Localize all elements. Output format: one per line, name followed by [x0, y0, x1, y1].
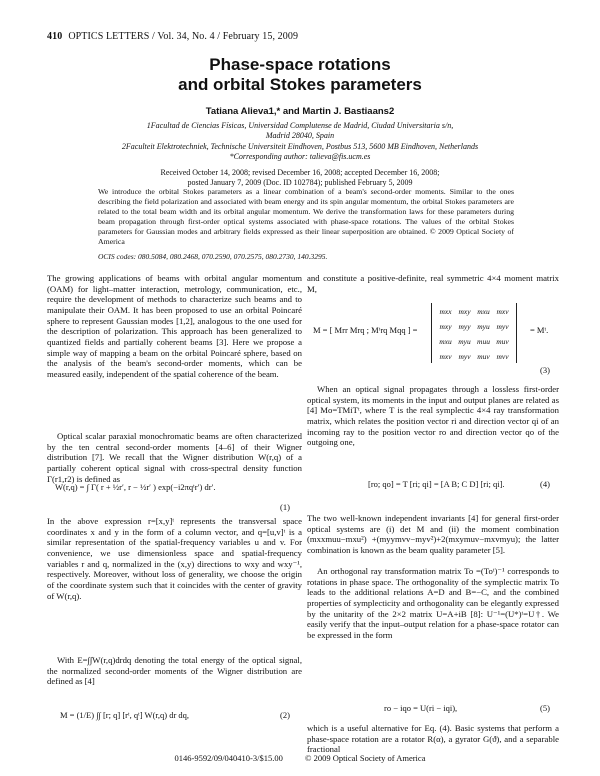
left-column-para-2: [47, 431, 302, 484]
right-column-para-1: [307, 273, 559, 294]
affiliation-2: 2Faculteit Elektrotechniek, Technische Universiteit Eindhoven, Postbus 513, 5600 MB Eindhoven, Netherlands: [121, 142, 479, 151]
page-footer: [0, 753, 600, 763]
footer-copyright: © 2009 Optical Society of America: [305, 753, 426, 763]
moment-matrix-cell: myu: [458, 337, 471, 346]
left-para-3-text: In the above expression r=[x,y]ᵗ represents the transversal space coordinates x and y in the form of a column vector, and q=[u,v]ᵗ is a similar representation of the spatial-frequency variables u and v. For convenience, we use dimensionless space and spatial-frequency variables r and q, normalized in the (x,y) directions to wxy and wxy⁻¹, respectively. Moreover, without loss of generality, we choose the origin of the coordinate system such that it coincides with the center of gravity of W(r,q).: [47, 516, 302, 601]
equation-1: W(r,q) = ∫ Γ( r + ½r′, r − ½r′ ) exp(−i2πqᵗr′) dr′.: [55, 482, 216, 492]
moment-matrix-cell: mxv: [439, 352, 452, 361]
moment-matrix-cell: muu: [477, 337, 490, 346]
moment-matrix-cell: muv: [477, 352, 490, 361]
equation-1-number: (1): [280, 502, 290, 512]
ocis-codes: OCIS codes: 080.5084, 080.2468, 070.2590, 070.2575, 080.2730, 140.3295.: [98, 252, 328, 261]
journal-citation: OPTICS LETTERS / Vol. 34, No. 4 / February 15, 2009: [68, 31, 299, 42]
equation-3-number: (3): [540, 365, 550, 375]
moment-matrix-cell: mxu: [439, 337, 452, 346]
equation-4: [ro; qo] = T [ri; qi] = [A B; C D] [ri; qi].: [368, 479, 505, 489]
right-para-3-text: The two well-known independent invariants [4] for general first-order optical systems are (i) det M and (ii) the moment combination (mxxmuu−mxu²) +(myymvv−myv²)+2(mxymuv−mxvmyu); the latter combination is known as the beam quality parameter [5].: [307, 513, 559, 555]
equation-4-number: (4): [540, 479, 550, 489]
moment-matrix-cell: mxu: [477, 307, 490, 316]
right-para-2-text: When an optical signal propagates through a lossless first-order optical system, its moments in the input and output planes are related as [4] Mo=TMiTᵗ, where T is the real symplectic 4×4 ray transformation matrix, which relates the position vector ri and direction vector qi of an incoming ray to the position vector ro and direction vector qo of the outgoing one,: [307, 384, 559, 448]
equation-2-number: (2): [280, 710, 290, 720]
moment-matrix-row: [436, 318, 512, 333]
moment-matrix-cell: myy: [458, 322, 471, 331]
left-column-para-4: [47, 655, 302, 687]
left-column-para-1: [47, 273, 302, 380]
left-para-4-text: With E=∫∫W(r,q)drdq denoting the total energy of the optical signal, the normalized second-order moments of the Wigner distribution are defined as [4]: [47, 655, 302, 687]
received-dates: [0, 168, 600, 188]
moment-matrix-row: [436, 348, 512, 363]
right-para-5-text: which is a useful alternative for Eq. (4). Basic systems that perform a phase-space rotation are a rotator R(α), a gyrator G(ϑ), and a separable fractional: [307, 723, 559, 755]
right-column-para-4: [307, 566, 559, 641]
equation-5: ro − iqo = U(ri − iqi),: [384, 703, 458, 713]
left-para-2-text: Optical scalar paraxial monochromatic beams are often characterized by the ten central second-order moments [4–6] of their Wigner distribution [7]. We recall that the Wigner distribution W(r,q) of a partially coherent optical signal with cross-spectral density function Γ(r1,r2) is defined as: [47, 431, 302, 484]
moment-matrix-cell: muv: [496, 337, 509, 346]
right-column-para-2: [307, 384, 559, 448]
affiliation-1-line-1: 1Facultad de Ciencias Físicas, Universidad Complutense de Madrid, Ciudad Universitaria s/n,: [146, 121, 454, 130]
moment-matrix-cell: mxv: [496, 307, 509, 316]
moment-matrix-cell: mxy: [458, 307, 471, 316]
moment-matrix: [431, 303, 517, 364]
right-para-1-text: and constitute a positive-definite, real symmetric 4×4 moment matrix M,: [307, 273, 559, 294]
moment-matrix-row: [436, 303, 512, 318]
equation-2: M = (1/E) ∫∫ [r; q] [rᵗ, qᵗ] W(r,q) dr dq,: [60, 710, 190, 720]
moment-matrix-cell: mxy: [439, 322, 452, 331]
moment-matrix-cell: myv: [496, 322, 509, 331]
title-line-2: and orbital Stokes parameters: [178, 75, 422, 94]
corresponding-author: *Corresponding author: talieva@fis.ucm.es: [229, 152, 371, 161]
received-line-2: posted January 7, 2009 (Doc. ID 102784); published February 5, 2009: [187, 178, 413, 187]
right-column-para-3: [307, 513, 559, 556]
equation-5-number: (5): [540, 703, 550, 713]
affiliation-1-line-2: Madrid 28040, Spain: [265, 131, 335, 140]
right-para-4-text: An orthogonal ray transformation matrix To =(Toᵗ)⁻¹ corresponds to rotations in phase space. The orthogonality of the symplectic matrix To leads to the additional relations A=D and B=−C, and the combined properties of symplecticity and orthogonality can be elegantly expressed by the unitarity of the 2×2 matrix U=A+iB [8]: U⁻¹=(U*)ᵗ=U†. We easily verify that the input–output relation for a phase-space rotator can be expressed in the form: [307, 566, 559, 640]
moment-matrix-cell: mxx: [439, 307, 452, 316]
page-number: 410: [47, 31, 63, 42]
abstract: [98, 187, 514, 247]
moment-matrix-cell: mvv: [496, 352, 509, 361]
right-column-para-5: [307, 723, 559, 755]
paper-title: [0, 55, 600, 95]
equation-3-rhs: = Mᵗ.: [530, 325, 549, 335]
moment-matrix-row: [436, 333, 512, 348]
left-column-para-3: [47, 516, 302, 601]
equation-3-lhs: M = [ Mrr Mrq ; Mᵗrq Mqq ] =: [313, 325, 418, 335]
received-line-1: Received October 14, 2008; revised December 16, 2008; accepted December 16, 2008;: [160, 168, 440, 177]
moment-matrix-cell: myu: [477, 322, 490, 331]
left-para-1-text: The growing applications of beams with orbital angular momentum (OAM) for light–matter interaction, metrology, communication, etc., require the development of methods to characterize such beams and to manipulate their OAM. It has been proposed to use an orbital Poincaré sphere to represent Gaussian modes [1,2], analogous to the one used for the description of polarization. This approach has been generalized to quantized fields and partially coherent beams [3]. Here we propose a simple way of mapping a beam on the orbital Poincaré sphere, based on the analysis of the beam's second-order moments, which can be measured easily, independent of the spatial coherence of the beam.: [47, 273, 302, 379]
title-line-1: Phase-space rotations: [209, 55, 391, 74]
author-list: Tatiana Alieva1,* and Martin J. Bastiaans2: [205, 106, 395, 117]
moment-matrix-cell: myv: [458, 352, 471, 361]
footer-code: 0146-9592/09/040410-3/$15.00: [174, 753, 283, 763]
running-header: [47, 31, 298, 42]
abstract-text: We introduce the orbital Stokes parameters as a linear combination of a beam's second-order moments. Similar to the ones describing the field polarization and associated with beam energy and its spin angular momentum, the orbital Stokes parameters are related to the total beam width and its orbital angular momentum. We derive the transformation laws for these parameters during beam propagation through first-order optical systems associated with phase-space rotations. The values of the orbital Stokes parameters for Gaussian modes and arbitrary fields expressed as their linear superposition are obtained. © 2009 Optical Society of America: [98, 187, 514, 246]
moment-matrix-body: [431, 303, 517, 363]
